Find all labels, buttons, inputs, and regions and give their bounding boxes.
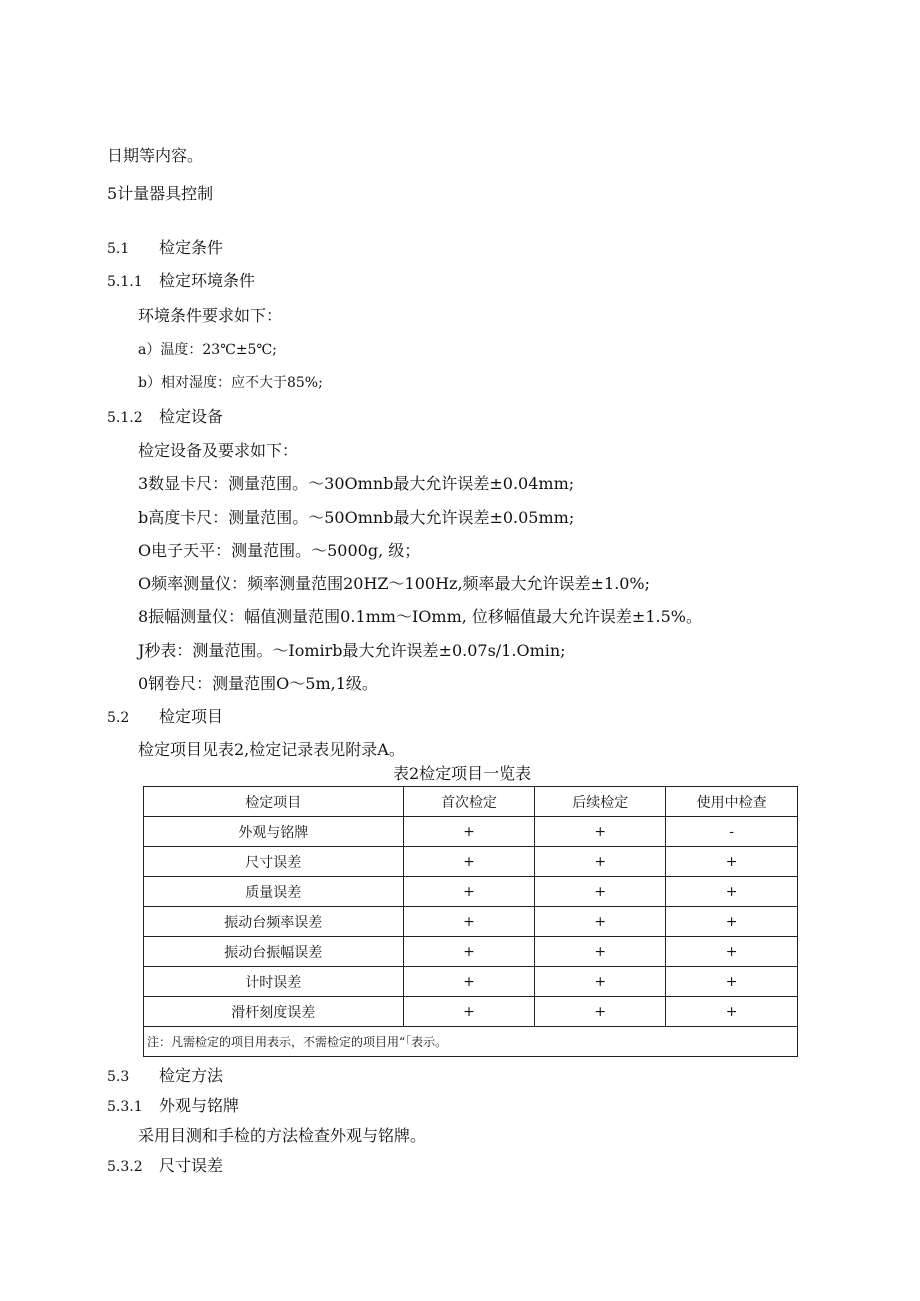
section-number: 5.1 (107, 241, 130, 257)
section-number: 5.1.1 (107, 274, 143, 290)
table-cell: 振动台频率误差 (144, 907, 404, 937)
table-header-row (144, 787, 798, 817)
list-item: O电子天平：测量范围。～5000g, 级； (138, 541, 421, 560)
table-cell: + (403, 997, 535, 1027)
table-cell: + (403, 937, 535, 967)
table-cell: 尺寸误差 (144, 847, 404, 877)
list-item: J秒表：测量范围。～Iomirb最大允许误差±0.07s/1.Omin; (138, 641, 566, 660)
table-note: 注：凡需检定的项目用表示，不需检定的项目用“「表示。 (144, 1027, 798, 1057)
table-cell: + (403, 907, 535, 937)
section-title: 检定条件 (159, 238, 224, 257)
table-cell: - (666, 817, 798, 847)
section-title: 检定设备 (159, 407, 224, 426)
paragraph-line: 采用目测和手检的方法检查外观与铭牌。 (138, 1126, 427, 1145)
table-cell: 外观与铭牌 (144, 817, 404, 847)
table-cell: + (535, 877, 666, 907)
table-cell: + (666, 907, 798, 937)
inspection-items-table (143, 786, 798, 1057)
section-title: 检定方法 (159, 1066, 224, 1085)
table-cell: + (535, 907, 666, 937)
table-cell: + (535, 997, 666, 1027)
table-header: 后续检定 (535, 787, 666, 817)
table-caption: 表2检定项目一览表 (393, 764, 532, 783)
table-row (144, 907, 798, 937)
table-cell: 质量误差 (144, 877, 404, 907)
paragraph-line: 检定项目见表2,检定记录表见附录A。 (138, 740, 405, 759)
section-number: 5.3.1 (107, 1099, 143, 1115)
table-cell: + (535, 937, 666, 967)
table-cell: + (535, 847, 666, 877)
section-number: 5.3 (107, 1069, 130, 1085)
list-item: 3数显卡尺：测量范围。～30Omnb最大允许误差±0.04mm; (138, 474, 575, 493)
table-row (144, 937, 798, 967)
table-row (144, 817, 798, 847)
table-row (144, 997, 798, 1027)
table-cell: 振动台振幅误差 (144, 937, 404, 967)
table-cell: + (403, 877, 535, 907)
table-header: 使用中检查 (666, 787, 798, 817)
table-cell: 滑杆刻度误差 (144, 997, 404, 1027)
table-row (144, 967, 798, 997)
table-cell: + (535, 817, 666, 847)
table-row (144, 877, 798, 907)
table-cell: + (666, 997, 798, 1027)
table-cell: + (666, 877, 798, 907)
table-header: 首次检定 (403, 787, 535, 817)
section-5-3-2-heading (107, 1156, 223, 1177)
table-cell: + (403, 817, 535, 847)
table-cell: + (403, 967, 535, 997)
table-row (144, 847, 798, 877)
section-number: 5.3.2 (107, 1159, 143, 1175)
continued-text: 日期等内容。 (107, 146, 204, 165)
paragraph-line: 检定设备及要求如下： (138, 441, 299, 460)
section-title: 外观与铭牌 (159, 1096, 240, 1115)
table-cell: + (666, 967, 798, 997)
section-5-3-heading (107, 1066, 223, 1087)
table-cell: + (403, 847, 535, 877)
list-item: 0钢卷尺：测量范围O～5m,1级。 (138, 674, 378, 693)
list-item: b高度卡尺：测量范围。～50Omnb最大允许误差±0.05mm; (138, 508, 575, 527)
table-cell: + (666, 847, 798, 877)
table-note-row (144, 1027, 798, 1057)
section-title: 检定项目 (159, 707, 224, 726)
table-cell: + (666, 937, 798, 967)
section-number: 5.1.2 (107, 410, 143, 426)
section-5-1-heading (107, 238, 223, 259)
section-title: 检定环境条件 (159, 271, 256, 290)
section-5-3-1-heading (107, 1096, 239, 1117)
table-cell: + (535, 967, 666, 997)
list-item: b）相对湿度：应不大于85%; (138, 375, 323, 391)
section-number: 5.2 (107, 710, 130, 726)
section-title: 尺寸误差 (159, 1156, 224, 1175)
table-cell: 计时误差 (144, 967, 404, 997)
list-item: 8振幅测量仪：幅值测量范围0.1mm～IOmm, 位移幅值最大允许误差±1.5%。 (138, 607, 702, 626)
section-5-1-1-heading (107, 271, 255, 292)
list-item: O频率测量仪：频率测量范围20HZ～100Hz,频率最大允许误差±1.0%; (138, 574, 651, 593)
section-5-heading: 5计量器具控制 (107, 184, 214, 203)
section-5-1-2-heading (107, 407, 223, 428)
paragraph-line: 环境条件要求如下： (138, 306, 283, 325)
table-header: 检定项目 (144, 787, 404, 817)
section-5-2-heading (107, 707, 223, 728)
list-item: a）温度：23℃±5℃; (138, 342, 277, 358)
